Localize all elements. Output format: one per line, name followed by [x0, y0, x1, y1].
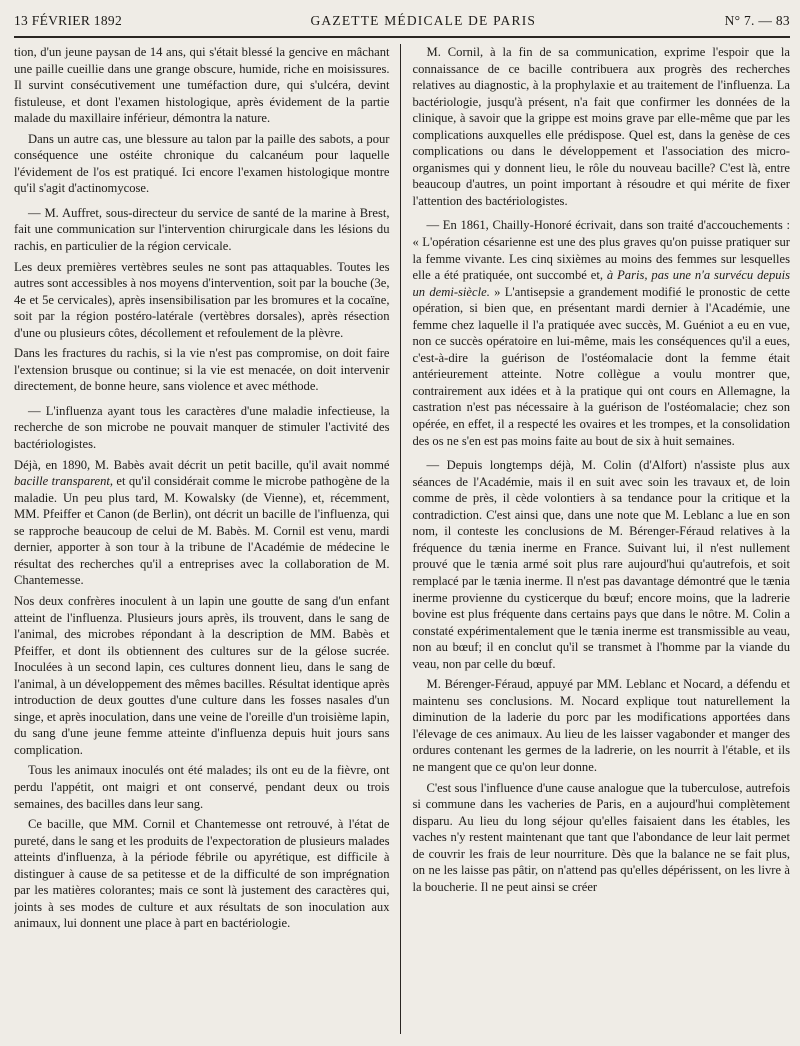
text-run: » L'antisepsie a grandement modifié le pronostic de cette opération, si bien que, en présentant mardi dernier à l'Académie, une femme chez laquelle il l'a pratiquée avec succès, M. Guéniot a eu en vue, non ce succès opératoire en lui-même, mais les conséquences qu'il a eues, c'est-à-dire la guérison de l'ostéomalacie dont la femme était antérieurement atteinte. Notre collègue a voulu montrer que, contrairement aux idées et à la pratique qui ont cours en Allemagne, la castration n'est pas nécessaire à la guérison de l'ostéomalacie; chez son opérée, en effet, il a respecté les ovaires et les trompes, et la consolidation des os ne s'en est pas moins faite au bout de six à huit semaines.	[412, 284, 790, 448]
text-run: Déjà, en 1890, M. Babès avait décrit un petit bacille, qu'il avait nommé	[14, 457, 390, 472]
paragraph: — Depuis longtemps déjà, M. Colin (d'Alfort) n'assiste plus aux séances de l'Académie, mais il en suit avec soin les travaux et, de loin comme de près, il cède volontiers à sa tendance pour la critique et la contradiction. C'est ainsi que, dans une note que M. Leblanc a lue en son nom, il conteste les conclusions de M. Bérenger-Féraud relatives à la fréquence du tænia inerme en France. Suivant lui, il n'est nullement prouvé que le tænia armé soit plus rare aujourd'hui qu'autrefois, et soit remplacé par le tænia inerme. Il n'est pas davantage démontré que le tænia inerme provienne du cysticerque du bœuf; encore moins, que la ladrerie bovine est plus fréquente dans certains pays que dans le nôtre. M. Colin a constaté expérimentalement que le tænia inerme est transmissible au veau, non au bœuf; il en conclut qu'il se transmet à l'homme par la viande du veau, non par celle du bœuf.	[412, 458, 790, 671]
italic-run: à Paris, pas une n'a survécu depuis un demi-siècle.	[412, 268, 790, 299]
paragraph	[413, 217, 791, 449]
paragraph: Ce bacille, que MM. Cornil et Chantemesse ont retrouvé, à l'état de pureté, dans le sang et les produits de l'expectoration de plusieurs malades atteints d'influenza, à la période fébrile ou apyrétique, est difficile à distinguer à cause de sa petitesse et de la difficulté de son imprégnation par les matières colorantes; mais ce sont là justement des caractères qui, joints à ses modes de culture et aux résultats de son inoculation aux animaux, lui donnent une place à part en bactériologie.	[14, 817, 390, 931]
paragraph: tion, d'un jeune paysan de 14 ans, qui s'était blessé la gencive en mâchant une paille cueillie dans une grange obscure, humide, riche en moisissures. Il survint consécutivement une tuméfaction dure, qui s'ulcéra, devint fistuleuse, et dont l'examen histologique, après évidement de la partie malade du maxillaire inférieur, démontra la nature.	[14, 45, 390, 126]
italic-run: bacille transparent	[14, 474, 110, 489]
paragraph: — L'influenza ayant tous les caractères d'une maladie infectieuse, la recherche de son microbe ne pouvait manquer de stimuler l'activité des bactériologistes.	[14, 403, 390, 452]
columns	[14, 44, 790, 1034]
paragraph: — M. Auffret, sous-directeur du service de santé de la marine à Brest, fait une communication sur l'intervention chirurgicale dans les lésions du rachis, en particulier de la région cervicale.	[14, 205, 390, 254]
header-date: 13 FÉVRIER 1892	[14, 13, 123, 28]
paragraph: Dans un autre cas, une blessure au talon par la paille des sabots, a pour conséquence une ostéite chronique du calcanéum pour laquelle l'évidement de l'os est pratiqué. Ici encore l'examen histologique montre qu'il s'agit d'actinomycose.	[14, 131, 390, 196]
paragraph: C'est sous l'influence d'une cause analogue que la tuberculose, autrefois si commune dans les vacheries de Paris, en a aujourd'hui complètement disparu. Au lieu du long séjour qu'elles faisaient dans les étables, les vaches n'y restent maintenant que tant que l'abondance de leur lait permet de couvrir les frais de leur nourriture. Dès que la balance ne se fait plus, on ne les laisse pas pâtir, on n'attend pas qu'elles dépérissent, on les livre à la boucherie. Il ne peut ainsi se créer	[412, 780, 790, 894]
paragraph: Les deux premières vertèbres seules ne sont pas attaquables. Toutes les autres sont accessibles à nos moyens d'intervention, soit par la bouche (3e, 4e et 5e cervicales), après insensibilisation par les bromures et la cocaïne, soit par la région postéro-latérale (vertèbres dorsales), après résection d'une ou plusieurs côtes, décollement et refoulement de la plèvre.	[14, 259, 390, 340]
left-column	[14, 44, 400, 1034]
paragraph: Nos deux confrères inoculent à un lapin une goutte de sang d'un enfant atteint de l'influenza. Plusieurs jours après, ils trouvent, dans le sang de l'animal, des microbes répondant à la description de MM. Babès et Pfeiffer, et dont ils obtiennent des cultures sur de la gélose sucrée. Inoculées à un second lapin, ces cultures donnent lieu, dans le sang de l'animal, à un développement des mêmes bacilles. Résultat identique après introduction de deux gouttes d'une culture dans les fosses nasales d'un singe, et après inoculation, dans une veine de l'oreille d'un troisième lapin, du sang d'une jeune femme atteinte d'influenza depuis huit jours sans complication.	[14, 593, 390, 757]
text-run: — En 1861, Chailly-Honoré écrivait, dans son traité d'accouchements : « L'opération césarienne est une des plus graves qu'on puisse pratiquer sur la femme vivante. Les cinq sixièmes au moins des femmes sur lesquelles elle a été pratiquée, ont succombé et,	[412, 218, 790, 283]
page-header	[14, 8, 790, 34]
right-column	[401, 44, 791, 1034]
header-rule	[14, 36, 790, 38]
paragraph: Dans les fractures du rachis, si la vie n'est pas compromise, on doit faire l'extension brusque ou continue; si la vie est menacée, on doit intervenir directement, de bonne heure, sans violence et avec méthode.	[14, 346, 390, 394]
paragraph: Tous les animaux inoculés ont été malades; ils ont eu de la fièvre, ont perdu l'appétit, ont maigri et ont conservé, pendant deux ou trois semaines, des bacilles dans leur sang.	[14, 763, 390, 811]
header-issue: N° 7. — 83	[724, 13, 790, 28]
paragraph: M. Bérenger-Féraud, appuyé par MM. Leblanc et Nocard, a défendu et maintenu ses conclusions. M. Nocard explique tout naturellement la diminution de la laderie du porc par les modifications apportées dans l'élevage de ces animaux. Au lieu de les laisser vagabonder et manger des ordures contenant les germes de la ladrerie, on les nourrit à l'étable, et ils ne mangent que ce qu'on leur donne.	[412, 677, 790, 774]
header-title: GAZETTE MÉDICALE DE PARIS	[310, 13, 537, 28]
paragraph: M. Cornil, à la fin de sa communication, exprime l'espoir que la connaissance de ce bacille contribuera aux progrès des recherches relatives au diagnostic, à la prophylaxie et au traitement de l'influenza. La bactériologie, jusqu'à présent, n'a fait que confirmer les données de la clinique, à savoir que la grippe est moins grave par elle-même que par les complications auxquelles elle prédispose. Quel est, dans la genèse de ces complications ou dans le développement et l'association des micro-organismes qui y donnent lieu, le rôle du nouveau bacille? C'est là, entre beaucoup d'autres, un point important à résoudre et qui mérite de fixer l'attention des bactériologistes.	[412, 45, 790, 208]
paragraph	[14, 457, 390, 589]
text-run: , et qu'il considérait comme le microbe pathogène de la maladie. Un peu plus tard, M. Kowalsky (de Vienne), et, récemment, MM. Pfeiffer et Canon (de Berlin), ont décrit un bacille de l'influenza, qui se rapproche beaucoup de celui de M. Babès. M. Cornil est venu, mardi dernier, apporter à son tour à la tribune de l'Académie de médecine le résultat des recherches qu'il a entreprises avec la collaboration de M. Chantemesse.	[14, 474, 390, 588]
